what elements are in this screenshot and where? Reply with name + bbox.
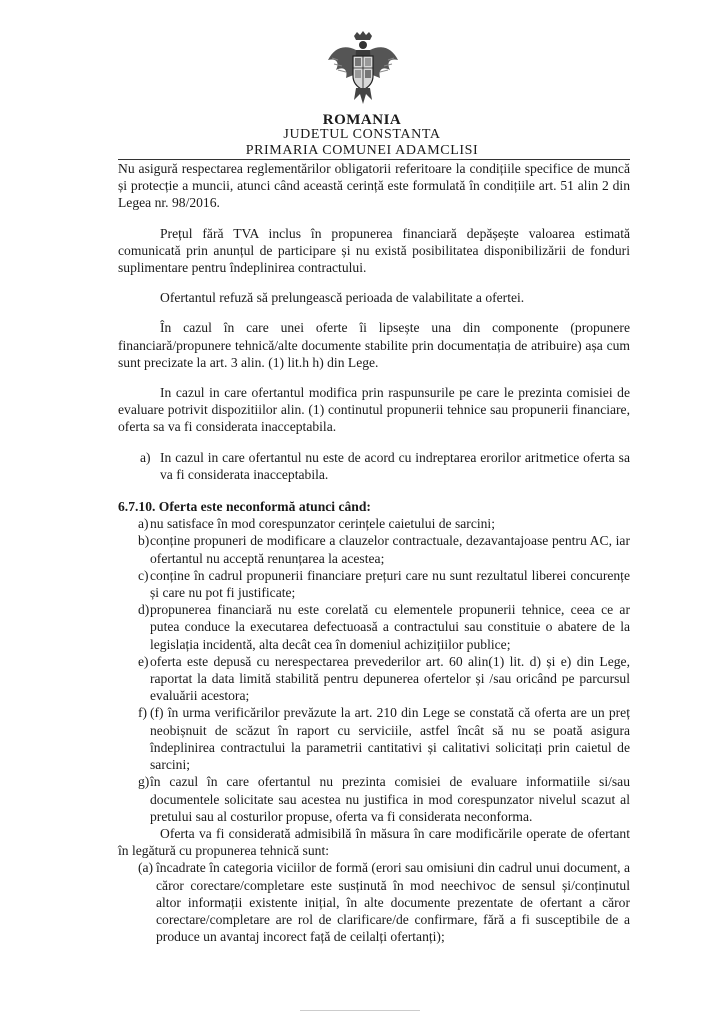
header-institution: PRIMARIA COMUNEI ADAMCLISI <box>245 143 479 158</box>
list-marker: g) <box>138 774 150 790</box>
list-marker: b) <box>138 533 150 549</box>
list-item-text: conține propuneri de modificare a clauzelor contractuale, dezavantajoase pentru AC, iar ofertantul nu acceptă renunțarea la acestea; <box>150 533 630 566</box>
list-item-text: oferta este depusă cu nerespectarea prevederilor art. 60 alin(1) lit. d) și e) din Lege, raportat la data limită stabilită pentru depunerea ofertelor și /sau oricând pe parcursul evaluării acestora; <box>150 653 630 704</box>
list-item-text: nu satisface în mod corespunzator cerințele caietului de sarcini; <box>150 516 495 532</box>
paragraph: În cazul în care unei oferte îi lipsește una din componente (propunere financiară/propunere tehnică/alte documente stabilite prin documentația de atribuire) așa cum sunt precizate la art. 3 alin. (1) lit.h h) din Lege. <box>118 320 630 370</box>
list-item <box>118 515 630 532</box>
header-county: JUDETUL CONSTANTA <box>283 127 441 142</box>
list-item <box>118 773 630 825</box>
list-marker: d) <box>138 602 150 618</box>
list-marker: (a) <box>138 860 154 876</box>
list-marker: f) <box>138 705 148 721</box>
list-item <box>118 449 630 483</box>
footer-divider <box>300 1010 420 1011</box>
romania-coat-of-arms-icon <box>326 30 400 110</box>
list-item <box>118 567 630 601</box>
header-country: ROMANIA <box>322 112 402 128</box>
list-marker: a) <box>138 516 149 532</box>
document-body <box>118 160 630 945</box>
list-item-text: conține în cadrul propunerii financiare prețuri care nu sunt rezultatul liberei concurențe și care nu pot fi justificate; <box>150 567 630 601</box>
list-item <box>118 859 630 945</box>
paragraph: Ofertantul refuză să prelungească perioada de valabilitate a ofertei. <box>160 290 525 306</box>
list-marker: c) <box>138 567 149 583</box>
list-item <box>118 532 630 566</box>
list-item <box>118 704 630 773</box>
paragraph: Nu asigură respectarea reglementărilor obligatorii referitoare la condițiile specifice de muncă și protecție a muncii, atunci când această cerință este formulată în condițiile art. 51 alin 2 din Legea nr. 98/2016. <box>118 161 630 211</box>
list-marker: e) <box>138 653 149 669</box>
list-item-text: încadrate în categoria viciilor de formă (erori sau omisiuni din cadrul unui document, a căror corectare/completare este susținută în mod neechivoc de sensul și/conținutul altor informații existente inițial, în alte documente prezentate de ofertant a căror corectare/completare are rol de clarificare/de confirmare, fără a fi susceptibile de a produce un avantaj incorect față de ceilalți ofertanți); <box>156 860 630 945</box>
list-item-text: propunerea financiară nu este corelată cu elementele propunerii tehnice, ceea ce ar putea conduce la executarea defectuoasă a contractului sau constituie o abatere de la legislația incidentă, alta decât cea în domeniul achizițiilor publice; <box>150 602 630 652</box>
paragraph: Oferta va fi considerată admisibilă în măsura în care modificările operate de ofertant în legătură cu propunerea tehnică sunt: <box>118 825 630 859</box>
list-item-text: In cazul in care ofertantul nu este de acord cu indreptarea erorilor aritmetice oferta sa va fi considerata inacceptabila. <box>160 449 630 482</box>
list-marker: a) <box>140 449 151 465</box>
paragraph: Prețul fără TVA inclus în propunerea financiară depășește valoarea estimată comunicată prin anunțul de participare și nu există posibilitatea disponibilizării de fonduri suplimentare pentru îndeplinirea contractului. <box>118 225 630 276</box>
list-item-text: în cazul în care ofertantul nu prezinta comisiei de evaluare informatiile si/sau documentele solicitate sau acestea nu justifica in mod corespunzator nivelul scazut al pretului sau al costurilor propuse, oferta va fi considerata neconforma. <box>150 774 630 824</box>
list-item <box>118 653 630 705</box>
section-heading: 6.7.10. Oferta este neconformă atunci când: <box>118 499 371 515</box>
paragraph: In cazul in care ofertantul modifica prin raspunsurile pe care le prezinta comisiei de evaluare potrivit dispozitiilor alin. (1) continutul propunerii tehnice sau propunerii financiare, oferta sa va fi considerata inacceptabila. <box>118 385 630 435</box>
list-item-text: (f) în urma verificărilor prevăzute la art. 210 din Lege se constată că oferta are un preț neobișnuit de scăzut în raport cu serviciile, astfel încât să nu se poată asigura îndeplinirea contractului la parametrii cantitativi și calitativi solicitați prin caietul de sarcini; <box>150 705 630 773</box>
list-item <box>118 601 630 653</box>
